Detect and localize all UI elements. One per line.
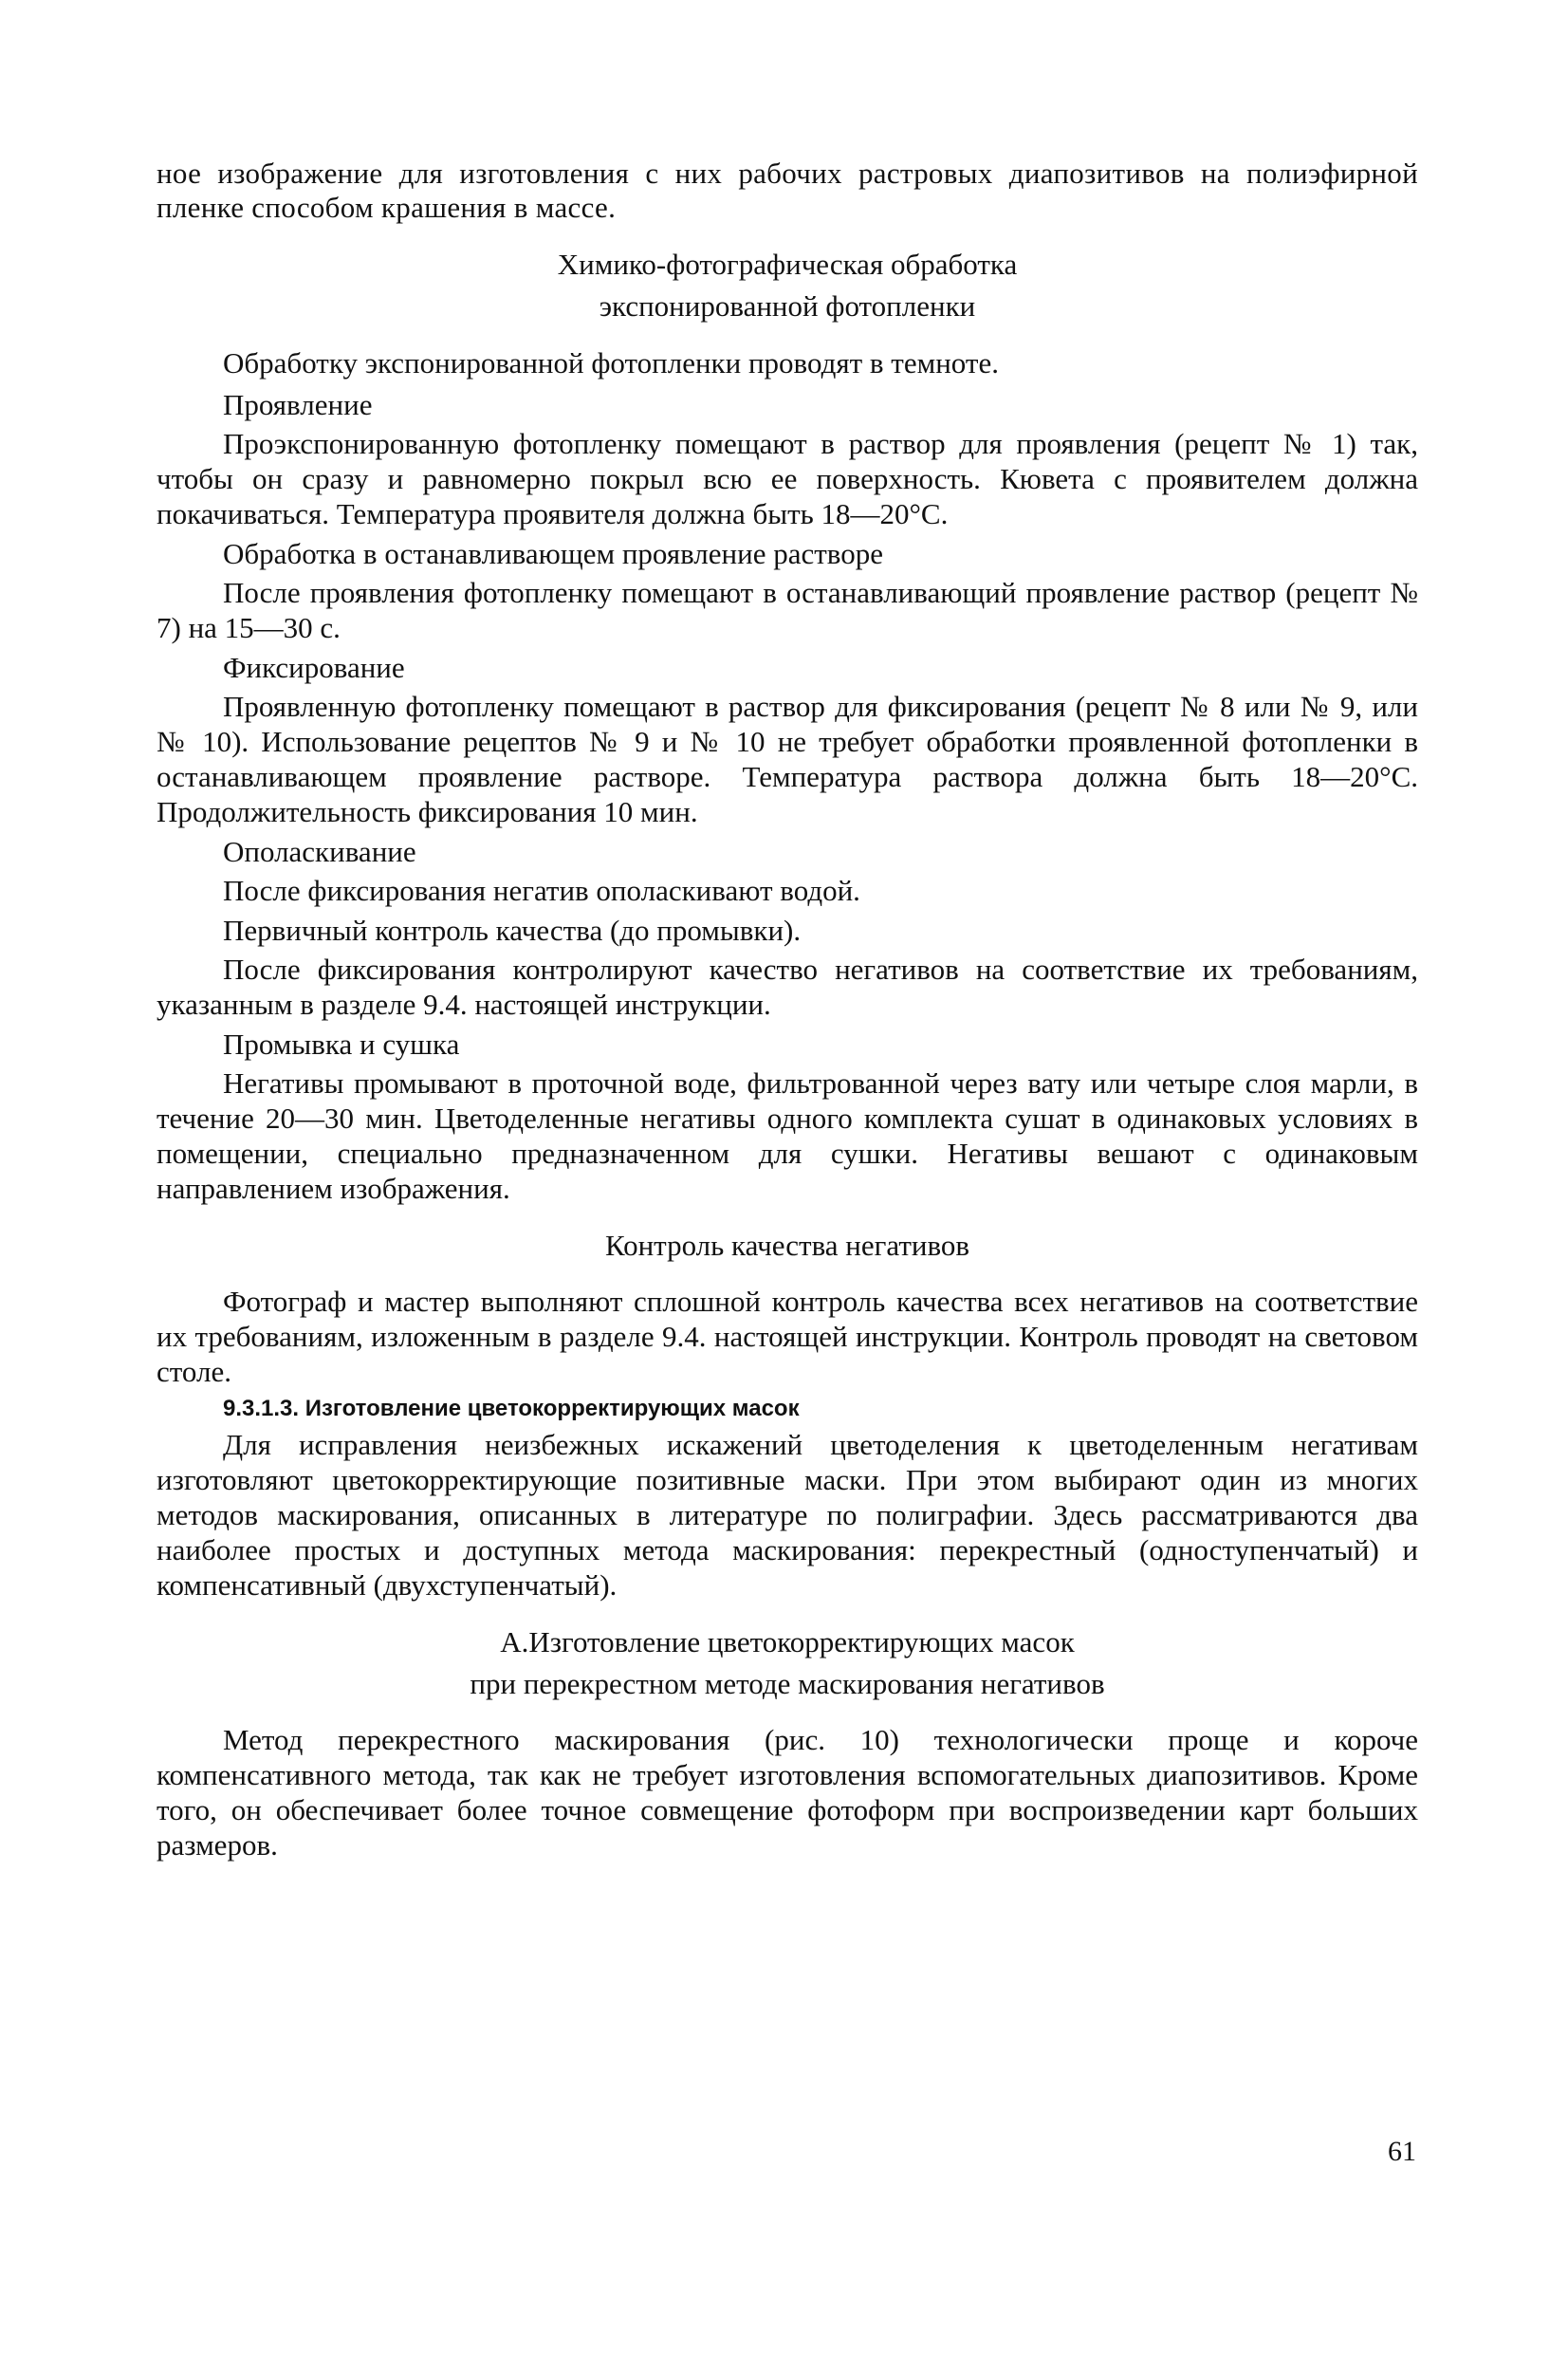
step-title-washing-drying: Промывка и сушка bbox=[223, 1028, 460, 1061]
section-lead: Обработку экспонированной фотопленки проводят в темноте. bbox=[223, 346, 999, 380]
step-text-primary-control: После фиксирования контролируют качество негативов на соответствие их требованиям, указанным в разделе 9.4. настоящей инструкции. bbox=[157, 953, 1418, 1021]
negative-quality-paragraph: Фотограф и мастер выполняют сплошной контроль качества всех негативов на соответствие их требованиям, изложенным в разделе 9.4. настоящей инструкции. Контроль проводят на световом столе. bbox=[157, 1285, 1418, 1388]
color-masks-paragraph: Для исправления неизбежных искажений цветоделения к цветоделенным негативам изготовляют цветокорректирующие позитивные маски. При этом выбирают один из многих методов маскирования, описанных в литературе по полиграфии. Здесь рассматриваются два наиболее простых и доступных метода маскирования: перекрестный (одноступенчатый) и компенсативный (двухступенчатый). bbox=[157, 1428, 1418, 1602]
step-title-rinsing: Ополаскивание bbox=[223, 835, 416, 868]
step-title-stop-bath: Обработка в останавливающем проявление растворе bbox=[223, 537, 883, 570]
intro-paragraph: ное изображение для изготовления с них рабочих растровых диапозитивов на полиэфирной пленке способом крашения в массе. bbox=[157, 157, 1418, 224]
page-number: 61 bbox=[1388, 2136, 1416, 2167]
step-title-primary-control: Первичный контроль качества (до промывки). bbox=[223, 914, 802, 947]
step-text-development: Проэкспонированную фотопленку помещают в раствор для проявления (рецепт № 1) так, чтобы он сразу и равномерно покрыл всю ее поверхность. Кювета с проявителем должна покачиваться. Температура проявителя должна быть 18—20°С. bbox=[157, 427, 1418, 530]
step-text-stop-bath: После проявления фотопленку помещают в останавливающий проявление раствор (рецепт № 7) на 15—30 с. bbox=[157, 576, 1418, 644]
section-heading-chemical-processing bbox=[157, 244, 1418, 327]
section-heading-negative-quality: Контроль качества негативов bbox=[604, 1229, 970, 1262]
step-text-washing-drying: Негативы промывают в проточной воде, фильтрованной через вату или четыре слоя марли, в течение 20—30 мин. Цветоделенные негативы одного комплекта сушат в одинаковых условиях в помещении, специально предназначенном для сушки. Негативы вешают с одинаковым направлением изображения. bbox=[157, 1066, 1418, 1205]
numbered-section-heading: 9.3.1.3. Изготовление цветокорректирующих масок bbox=[223, 1396, 800, 1421]
step-title-development: Проявление bbox=[223, 388, 373, 421]
heading-line: при перекрестном методе маскирования негативов bbox=[470, 1667, 1105, 1700]
heading-line: Химико-фотографическая обработка bbox=[557, 248, 1018, 281]
step-text-rinsing: После фиксирования негатив ополаскивают водой. bbox=[223, 874, 860, 907]
step-title-fixing: Фиксирование bbox=[223, 651, 405, 684]
cross-masking-paragraph: Метод перекрестного маскирования (рис. 10) технологически проще и короче компенсативного метода, так как не требует изготовления вспомогательных диапозитивов. Кроме того, он обеспечивает более точное совмещение фотоформ при воспроизведении карт больших размеров. bbox=[157, 1723, 1418, 1862]
document-page bbox=[157, 157, 1418, 1864]
section-heading-cross-masking bbox=[157, 1621, 1418, 1705]
step-text-fixing: Проявленную фотопленку помещают в раствор для фиксирования (рецепт № 8 или № 9, или № 10). Использование рецептов № 9 и № 10 не требует обработки проявленной фотопленки в останавливающем проявление растворе. Температура раствора должна быть 18—20°С. Продолжительность фиксирования 10 мин. bbox=[157, 690, 1418, 828]
heading-line: А.Изготовление цветокорректирующих масок bbox=[500, 1625, 1075, 1658]
heading-line: экспонированной фотопленки bbox=[599, 289, 976, 323]
